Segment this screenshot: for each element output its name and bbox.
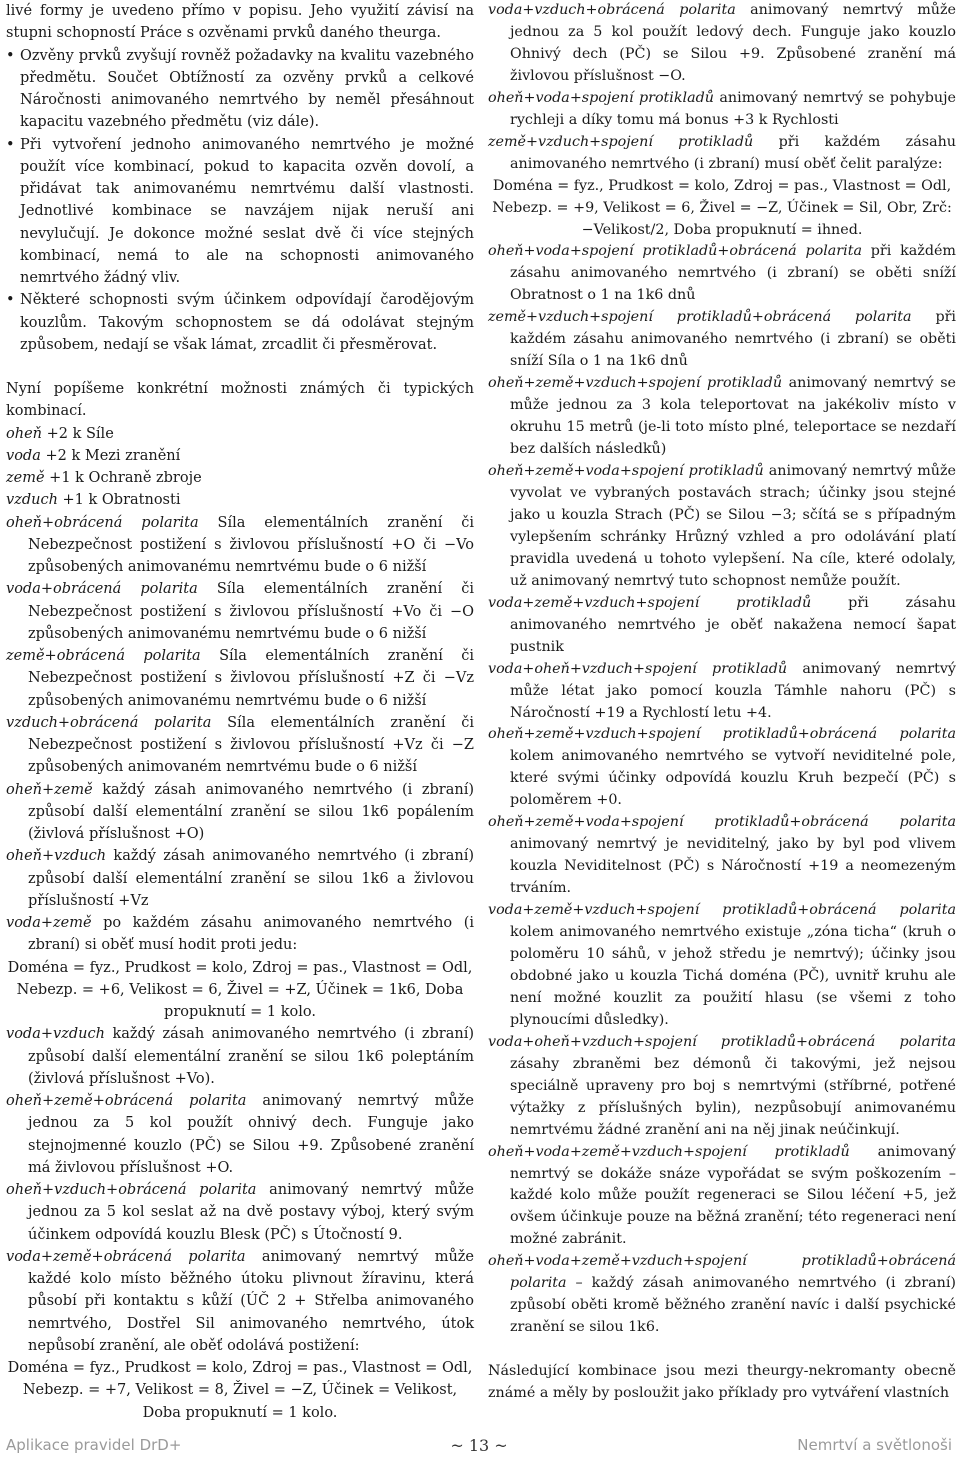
combination-effect: animovaný nemrtvý se dokáže snáze vypořádat se svým poškozením – každé kolo může použít regeneraci se Silou léčení +5, jež ovšem účinkuje pouze na běžná zranění; této regeneraci není možné zabránit. (510, 1143, 956, 1248)
combination-term: oheň+vzduch (6, 848, 107, 865)
combination-effect: Síla elementálních zranění či Nebezpečnost postižení s živlovou příslušností +Z či −Vz způsobených animovanému nemrtvému bude o 6 nižší (28, 648, 474, 709)
combination-effect: animovaný nemrtvý může jednou za 5 kol seslat až na dvě postavy výboj, který svým účinkem odpovídá kouzlu Blesk (PČ) s Útočností 9. (28, 1182, 474, 1243)
combination-term: oheň (6, 425, 42, 442)
effect-parameters (488, 176, 956, 242)
combination-entry (6, 1090, 474, 1179)
combination-effect: animovaný nemrtvý může jednou za 5 kol použít ohnivý dech. Funguje jako stejnojmenné kouzlo (PČ) se Silou +9. Způsobené zranění má živlovou příslušnost +O. (28, 1093, 474, 1176)
combination-term: oheň+země+voda+spojení protikladů+obrácená polarita (488, 814, 956, 831)
right-column (488, 0, 956, 1405)
combination-entry (488, 724, 956, 812)
spacer (6, 356, 474, 378)
combination-entry (6, 489, 474, 511)
combination-term: oheň+země+voda+spojení protikladů (488, 463, 764, 480)
combination-effect: kolem animovaného nemrtvého existuje „zóna ticha“ (kruh o poloměru 10 sáhů, v jehož středu je nemrtvý); účinky jsou obdobné jako u kouzla Tichá doména (PČ), uvnitř kruhu ale není možné kouzlit za použití hlasu (se všemi z toho plynoucími důsledky). (510, 924, 956, 1028)
combination-term: voda+země (6, 915, 92, 931)
combination-entry (488, 812, 956, 900)
combination-effect: při každém zásahu animovaného nemrtvého (i zbraní) se oběti sníží Síla o 1 na 1k6 dnů (510, 309, 957, 370)
combination-effect: každý zásah animovaného nemrtvého (i zbraní) způsobí další elementální zranění se silou 1k6 poleptáním (živlová příslušnost +Vo). (28, 1026, 474, 1087)
combination-term: voda (6, 447, 41, 464)
closing-paragraph: Následující kombinace jsou mezi theurgy-nekromanty obecně známé a měly by posloužit jako příklady pro vytváření vlastních (488, 1363, 956, 1402)
combination-effect: animovaný nemrtvý se může jednou za 3 kola teleportovat na jakékoliv místo v okruhu 15 metrů (je-li toto místo plné, teleportace se nezdaří bez dalších následků) (510, 375, 957, 458)
footer-book-title: Aplikace pravidel DrD+ (6, 1436, 182, 1454)
combination-term: oheň+země+vzduch+spojení protikladů (488, 375, 783, 392)
combination-list (488, 0, 956, 1339)
combination-effect: při zásahu animovaného nemrtvého je oběť nakažena nemocí šapat pustnik (510, 594, 956, 655)
combination-effect: +2 k Mezi zranění (40, 447, 181, 464)
combination-entry (488, 132, 956, 176)
combination-term: oheň+voda+spojení protikladů+obrácená polarita (488, 243, 862, 260)
effect-parameters (6, 1357, 474, 1424)
combination-effect: při každém zásahu animovaného nemrtvého (i zbraní) se oběti sníží Obratnost o 1 na 1k6 dnů (510, 243, 956, 304)
combination-term: oheň+země (6, 781, 93, 798)
combination-term: země+vzduch+spojení protikladů+obrácená polarita (488, 309, 912, 326)
combination-term: oheň+voda+spojení protikladů (488, 89, 714, 106)
combination-entry (6, 712, 474, 779)
combination-entry (6, 467, 474, 489)
combination-effect: animovaný nemrtvý může jednou za 5 kol použít ledový dech. Funguje jako kouzlo Ohnivý dech (PČ) se Silou +9. Způsobené zranění má živlovou příslušnost −O. (510, 2, 956, 84)
combination-entry (488, 241, 956, 307)
combination-list (6, 423, 474, 1424)
combination-entry (488, 900, 956, 1032)
combination-effect: – každý zásah animovaného nemrtvého (i zbraní) způsobí oběti kromě běžného zranění navíc i další psychické zranění se silou 1k6. (510, 1275, 956, 1336)
combination-effect: +1 k Ochraně zbroje (44, 470, 202, 486)
combination-entry (488, 1032, 956, 1142)
combination-term: voda+země+obrácená polarita (6, 1248, 246, 1265)
combination-entry (488, 88, 956, 132)
combination-term: voda+vzduch+obrácená polarita (488, 2, 736, 18)
bullet-item: • Ozvěny prvků zvyšují rovněž požadavky na kvalitu vazebného předmětu. Součet Obtížností za ozvěny prvků a celkové Náročnosti animovaného nemrtvého by neměl přesáhnout kapacitu vazebného předmětu (viz dále). (6, 45, 474, 134)
combination-entry (6, 845, 474, 912)
lead-paragraph: Nyní popíšeme konkrétní možnosti známých či typických kombinací. (6, 381, 474, 420)
combination-entry (488, 593, 956, 659)
combination-effect: Doména = fyz., Prudkost = kolo, Zdroj = pas., Vlastnost = Odl, Nebezp. = +7, Velikost = 8, Živel = −Z, Účinek = Velikost, Doba propuknutí = 1 kolo. (7, 1360, 473, 1421)
combination-entry (6, 445, 474, 467)
combination-effect: po každém zásahu animovaného nemrtvého (i zbraní) si oběť musí hodit proti jedu: (28, 915, 474, 954)
page-footer (6, 1432, 952, 1458)
combination-effect: +1 k Obratnosti (57, 492, 181, 509)
combination-term: oheň+voda+země+vzduch+spojení protikladů+obrácená polarita (488, 1253, 956, 1292)
combination-term: voda+vzduch (6, 1026, 105, 1043)
intro-continuation: livé formy je uvedeno přímo v popisu. Jeho využití závisí na stupni schopností Práce s ozvěnami prvků daného theurga. (6, 3, 474, 42)
bullet-item: • Některé schopnosti svým účinkem odpovídají čarodějovým kouzlům. Takovým schopnostem se dá odolávat stejným způsobem, nedají se však lámat, zrcadlit či přesměrovat. (6, 289, 474, 356)
combination-effect: Doména = fyz., Prudkost = kolo, Zdroj = pas., Vlastnost = Odl, Nebezp. = +6, Velikost = 6, Živel = +Z, Účinek = 1k6, Doba propuknutí = 1 kolo. (7, 959, 473, 1020)
combination-term: voda+oheň+vzduch+spojení protikladů (488, 660, 788, 677)
combination-entry (6, 1246, 474, 1357)
combination-entry (488, 659, 956, 725)
combination-effect: Síla elementálních zranění či Nebezpečnost postižení s živlovou příslušností +Vo či −O způsobených animovanému nemrtvému bude o 6 nižší (28, 581, 474, 642)
combination-term: oheň+vzduch+obrácená polarita (6, 1182, 257, 1198)
combination-effect: každý zásah animovaného nemrtvého (i zbraní) způsobí další elementální zranění se silou 1k6 a živlovou příslušností +Vz (28, 848, 474, 909)
combination-effect: Síla elementálních zranění či Nebezpečnost postižení s živlovou příslušností +O či −Vo způsobených animovanému nemrtvému bude o 6 nižší (28, 514, 474, 575)
combination-term: voda+země+vzduch+spojení protikladů (488, 594, 812, 611)
combination-term: země+obrácená polarita (6, 648, 201, 664)
combination-effect: animovaný nemrtvý může každé kolo místo běžného útoku plivnout žíravinu, která působí při kontaktu s kůží (ÚČ 2 + Střelba animovaného nemrtvého, Dostřel Sil animovaného nemrtvého, útok nepůsobí zranění, ale oběť odolává postižení: (28, 1248, 474, 1354)
combination-term: oheň+země+obrácená polarita (6, 1093, 247, 1109)
combination-effect: +2 k Síle (42, 425, 114, 442)
combination-entry (6, 1023, 474, 1090)
combination-effect: Doména = fyz., Prudkost = kolo, Zdroj = pas., Vlastnost = Odl, Nebezp. = +9, Velikost = 6, Živel = −Z, Účinek = Sil, Obr, Zrč: −Velikost/2, Doba propuknutí = ihned. (492, 177, 952, 238)
combination-term: země+vzduch+spojení protikladů (488, 133, 754, 150)
combination-term: vzduch+obrácená polarita (6, 714, 212, 731)
effect-parameters (6, 957, 474, 1024)
combination-entry (488, 0, 956, 88)
combination-entry (6, 423, 474, 445)
bullet-list (6, 45, 474, 357)
combination-entry (488, 461, 956, 593)
combination-effect: animovaný nemrtvý je neviditelný, jako by byl pod vlivem kouzla Neviditelnost (PČ) s Náročností +19 a neomezeným trváním. (510, 836, 956, 897)
combination-term: oheň+obrácená polarita (6, 514, 199, 531)
combination-term: voda+země+vzduch+spojení protikladů+obrácená polarita (488, 902, 956, 919)
combination-term: vzduch (6, 492, 58, 509)
combination-entry (6, 578, 474, 645)
combination-term: oheň+země+vzduch+spojení protikladů+obrácená polarita (488, 726, 956, 743)
combination-term: voda+oheň+vzduch+spojení protikladů+obrácená polarita (488, 1033, 956, 1050)
combination-effect: animovaný nemrtvý může vyvolat ve vybraných postavách strach; účinky jsou stejné jako u kouzla Strach (PČ) se Silou −3; sčítá se s případným vylepšením schránky Hrůzný vzhled a pro odolávání platí pravidla uvedená u tohoto vylepšení. Na cíle, které odolaly, už animovaný nemrtvý tuto schopnost nemůže použít. (510, 463, 956, 589)
combination-entry (488, 1142, 956, 1252)
combination-entry (6, 1179, 474, 1246)
combination-entry (488, 1251, 956, 1339)
combination-effect: animovaný nemrtvý se pohybuje rychleji a díky tomu má bonus +3 k Rychlosti (510, 89, 956, 128)
combination-term: oheň+voda+země+vzduch+spojení protikladů (488, 1143, 850, 1160)
combination-term: voda+obrácená polarita (6, 581, 198, 598)
combination-effect: kolem animovaného nemrtvého se vytvoří neviditelné pole, které svými účinky odpovídá kouzlu Kruh bezpečí (PČ) s poloměrem +0. (510, 748, 956, 809)
combination-entry (6, 912, 474, 957)
combination-entry (6, 779, 474, 846)
spacer (488, 1339, 956, 1361)
combination-entry (488, 373, 956, 461)
combination-entry (6, 645, 474, 712)
bullet-item: • Při vytvoření jednoho animovaného nemrtvého je možné použít více kombinací, pokud to kapacita ozvěn dovolí, a přidávat tak animovanému nemrtvému další vlastnosti. Jednotlivé kombinace se navzájem nijak neruší ani nevylučují. Je dokonce možné seslat dvě či více stejných kombinací, nemá to ale na schopnosti animovaného nemrtvého žádný vliv. (6, 134, 474, 290)
page-number: ~ 13 ~ (450, 1436, 508, 1455)
combination-term: země (6, 470, 45, 486)
combination-entry (6, 512, 474, 579)
combination-effect: každý zásah animovaného nemrtvého (i zbraní) způsobí další elementální zranění se silou 1k6 popálením (živlová příslušnost +O) (28, 781, 474, 842)
combination-entry (488, 307, 956, 373)
footer-chapter-title: Nemrtví a světlonoši (797, 1436, 952, 1454)
combination-effect: animovaný nemrtvý může létat jako pomocí kouzla Támhle nahoru (PČ) s Náročností +19 a Rychlostí letu +4. (510, 660, 957, 721)
left-column (6, 0, 474, 1424)
combination-effect: při každém zásahu animovaného nemrtvého (i zbraní) musí oběť čelit paralýze: (510, 133, 957, 172)
combination-effect: zásahy zbraněmi bez démonů či takovými, jež nejsou speciálně upraveny pro boj s nemrtvými (stříbrné, potřené výtažky z příslušných bylin), nezpůsobují animovanému nemrtvému žádné zranění ani na něj jinak neúčinkují. (510, 1055, 956, 1138)
combination-effect: Síla elementálních zranění či Nebezpečnost postižení s živlovou příslušností +Vz či −Z způsobených animovaném nemrtvému bude o 6 nižší (28, 714, 474, 776)
